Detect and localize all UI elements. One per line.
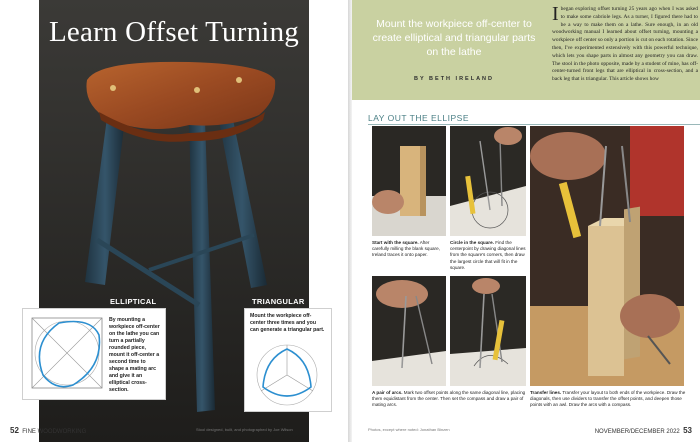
photo-square xyxy=(372,126,446,236)
caption-4 xyxy=(530,390,690,409)
caption-1 xyxy=(372,240,446,259)
magazine-name: FINE WOODWORKING xyxy=(22,429,87,435)
section-heading: LAY OUT THE ELLIPSE xyxy=(368,113,469,123)
article-title: Learn Offset Turning xyxy=(49,16,299,48)
caption-3 xyxy=(372,390,526,409)
right-page xyxy=(352,0,700,442)
caption-2-lead: Circle in the square. xyxy=(450,240,494,245)
triangular-inset xyxy=(244,308,332,412)
caption-2 xyxy=(450,240,526,271)
caption-4-lead: Transfer lines. xyxy=(530,390,562,395)
photo-square-art xyxy=(372,126,446,236)
body-text xyxy=(552,3,698,84)
byline: BY BETH IRELAND xyxy=(413,76,494,82)
label-triangular: TRIANGULAR xyxy=(252,297,305,306)
label-elliptical: ELLIPTICAL xyxy=(110,297,157,306)
photo-arcs-1 xyxy=(372,276,446,386)
photo-arcs-1-art xyxy=(372,276,446,386)
right-folio xyxy=(595,426,692,435)
caption-2-text: Find the centerpoint by drawing diagonal lines from the square's corners, then draw the largest circle that will fit in the square. xyxy=(450,240,526,270)
photo-arcs-2 xyxy=(450,276,526,386)
right-page-number: 53 xyxy=(683,426,692,435)
article-deck: Mount the workpiece off-center to create elliptical and triangular parts on the lathe xyxy=(372,18,536,58)
caption-4-text: Transfer your layout to both ends of the workpiece. Draw the diagonals, then use dividers to transfer the offset points, and deepen those points with an awl. Draw the arcs with a compass. xyxy=(530,390,686,408)
triangle-diagram xyxy=(251,341,323,407)
caption-3-lead: A pair of arcs. xyxy=(372,390,403,395)
caption-triangular: Mount the workpiece off-center three times and you can generate a triangular part. xyxy=(250,313,325,333)
photo-arcs-2-art xyxy=(450,276,526,386)
issue-date: NOVEMBER/DECEMBER 2022 xyxy=(594,429,680,435)
ellipse-diagram xyxy=(29,315,105,393)
left-page xyxy=(0,0,348,442)
left-folio xyxy=(10,426,86,435)
caption-3-text: Mark two offset points along the same diagonal line, placing them equidistant from the center. Then set the compass and draw a pair of mating arcs. xyxy=(372,390,526,408)
caption-elliptical: By mounting a workpiece off-center on the lathe you can turn a partially rounded piece, mount it off-center a second time to shape a mating arc and give it an elliptical cross-section. xyxy=(109,317,160,393)
section-rule xyxy=(368,124,700,125)
body-paragraph: began exploring offset turning 25 years ago when I was asked to make some cabriole legs. As a turner, I figured there had to be a way to make them on a lathe. Sure enough, in an old woodworking manual I learned about offset turning, mounting a workpiece off center so only a portion is cut on each rotation. Since then, I've experimented extensively with this powerful technique, which lets you shape parts in almost any geometry you can draw. The stool in the photo opposite, made by a student of mine, has off-center-turned front legs that are elliptical in cross-section, and a back leg that is triangular. This article shows how xyxy=(552,6,698,83)
right-credit: Photos, except where noted: Jonathan Binzen xyxy=(368,427,450,432)
elliptical-inset xyxy=(22,308,166,400)
photo-circle-art xyxy=(450,126,526,236)
photo-transfer-art xyxy=(530,126,684,386)
caption-1-lead: Start with the square. xyxy=(372,240,419,245)
drop-cap: I xyxy=(552,3,559,25)
caption-1-text: After carefully milling the blank square, Ireland traces it onto paper. xyxy=(372,240,440,258)
photo-transfer xyxy=(530,126,684,386)
left-page-number: 52 xyxy=(10,426,19,435)
left-credit: Stool designed, built, and photographed by Joe Wilson xyxy=(196,427,293,432)
photo-circle xyxy=(450,126,526,236)
